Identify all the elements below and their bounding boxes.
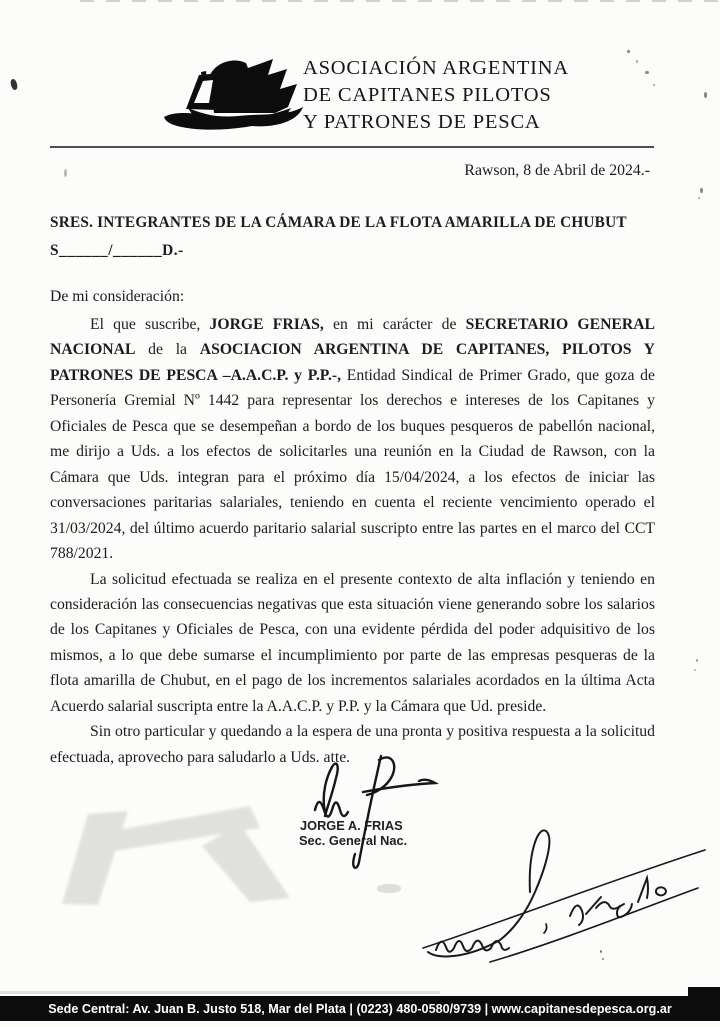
scan-artifact bbox=[627, 50, 630, 53]
scan-artifact bbox=[696, 659, 698, 662]
scan-artifact bbox=[10, 78, 19, 90]
secondary-signature bbox=[408, 820, 714, 972]
scan-artifact bbox=[377, 884, 401, 893]
scan-artifact bbox=[653, 84, 655, 86]
org-name bbox=[303, 55, 569, 136]
paragraph-2: La solicitud efectuada se realiza en el presente contexto de alta inflación y teniendo en consideración las consecuencias negativas que esta situación viene generando sobre los salarios de los Capitanes y Oficiales de Pesca, con una evidente pérdida del poder adquisitivo de los mismos, a lo que debe sumarse el incumplimiento por parte de las empresas pesqueras de la flota amarilla de Chubut, en el pago de los incrementos salariales acordados en la última Acta Acuerdo salarial suscripta entre la A.A.C.P. y P.P. y la Cámara que Ud. preside. bbox=[50, 570, 655, 715]
paragraph-1: El que suscribe, JORGE FRIAS, en mi carácter de SECRETARIO GENERAL NACIONAL de la ASOCIACION ARGENTINA DE CAPITANES, PILOTOS Y PATRONES DE PESCA –A.A.C.P. y P.P.-, Entidad Sindical de Primer Grado, que goza de Personería Gremial Nº 1442 para representar los derechos e intereses de los Capitanes y Oficiales de Pesca que se desempeñan a bordo de los buques pesqueros de pabellón nacional, me dirijo a Uds. a los efectos de solicitarles una reunión en la Ciudad de Rawson, con la Cámara que Uds. integran para el próximo día 15/04/2024, a los efectos de iniciar las conversaciones paritarias salariales, teniendo en cuenta el reciente vencimiento operado el 31/03/2024, del último acuerdo paritario salarial suscripto entre las partes en el marco del CCT 788/2021. bbox=[50, 316, 656, 563]
signatory-title: Sec. General Nac. bbox=[299, 833, 408, 848]
scan-artifact bbox=[0, 991, 440, 994]
footer-contact-line: Sede Central: Av. Juan B. Justo 518, Mar del Plata | (0223) 480-0580/9739 | www.capitanesdepesca.org.ar bbox=[48, 1001, 672, 1016]
letter-body bbox=[50, 312, 655, 770]
fishing-boat-logo-icon bbox=[158, 50, 310, 142]
scan-artifact bbox=[636, 60, 638, 63]
scan-artifact bbox=[645, 71, 649, 74]
scan-artifact bbox=[64, 169, 67, 177]
salutation: De mi consideración: bbox=[50, 288, 185, 305]
signatory-name: JORGE A. FRIAS bbox=[300, 818, 403, 833]
scan-artifact bbox=[698, 197, 700, 199]
org-name-line-3: Y PATRONES DE PESCA bbox=[303, 111, 541, 133]
footer-bar bbox=[0, 996, 720, 1021]
org-name-line-1: ASOCIACIÓN ARGENTINA bbox=[303, 57, 569, 79]
addressee-line: SRES. INTEGRANTES DE LA CÁMARA DE LA FLOTA AMARILLA DE CHUBUT bbox=[50, 214, 627, 231]
scan-artifact bbox=[704, 92, 707, 98]
scan-artifact bbox=[694, 669, 696, 671]
paragraph-3: Sin otro particular y quedando a la espera de una pronta y positiva respuesta a la solicitud efectuada, aprovecho para saludarlo a Uds. atte. bbox=[50, 723, 655, 766]
date-line: Rawson, 8 de Abril de 2024.- bbox=[464, 162, 650, 179]
scan-artifact bbox=[700, 188, 703, 193]
header-divider bbox=[50, 146, 654, 148]
scan-artifact bbox=[80, 0, 720, 2]
addressee-sd-line: S______/______D.- bbox=[50, 242, 184, 259]
org-name-line-2: DE CAPITANES PILOTOS bbox=[303, 84, 552, 106]
stamp-smudge bbox=[52, 804, 292, 909]
